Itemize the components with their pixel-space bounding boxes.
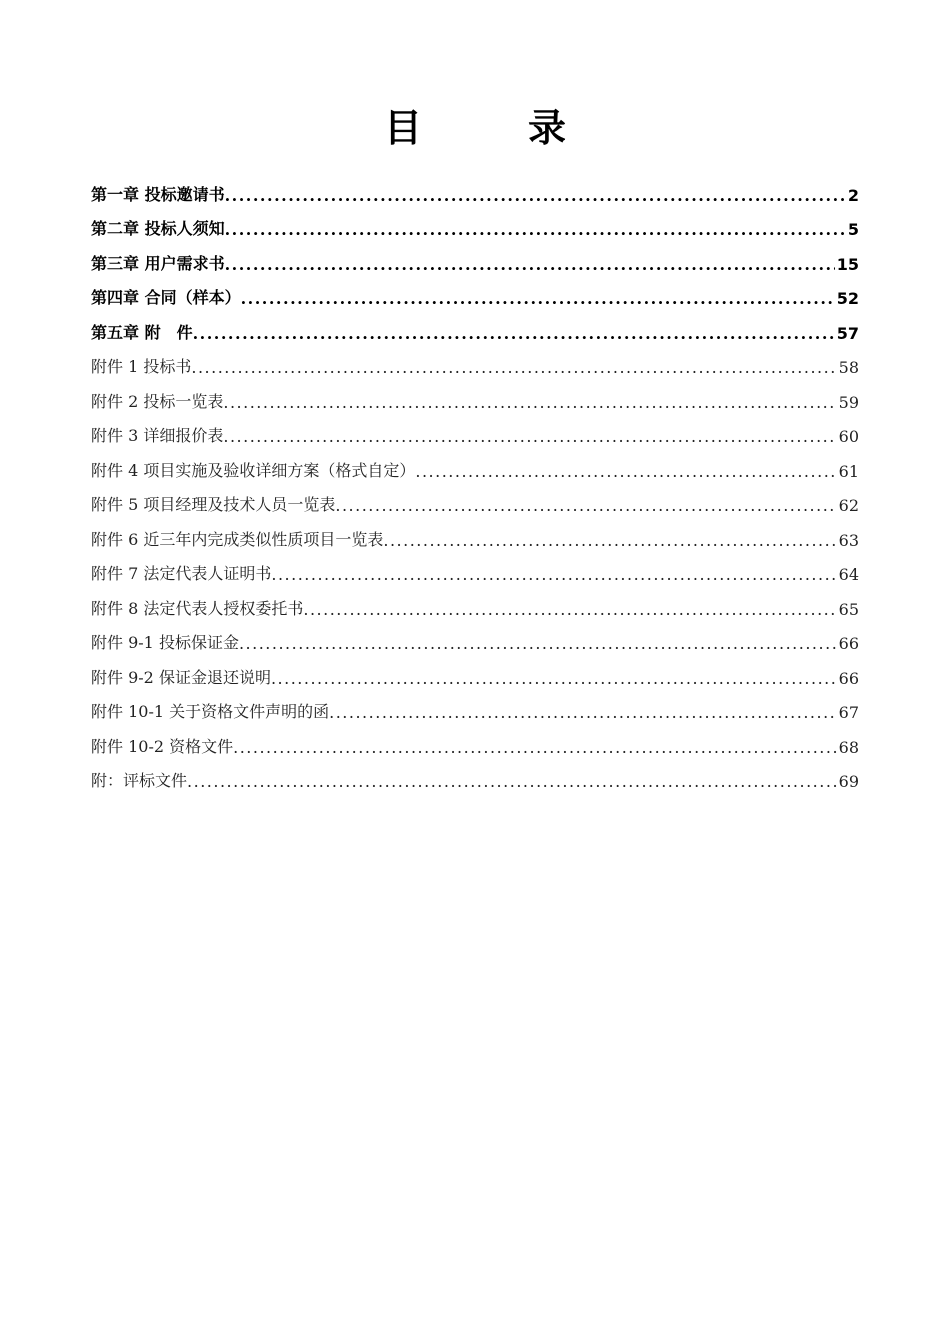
- toc-entry-attachment-4[interactable]: [91, 452, 859, 487]
- toc-dot-leader: [187, 772, 837, 797]
- toc-entry-evaluation-document[interactable]: [91, 763, 859, 798]
- toc-dot-leader: [241, 289, 835, 314]
- toc-entry-label: 附件 5 项目经理及技术人员一览表: [91, 495, 336, 514]
- toc-entry-attachment-1[interactable]: [91, 349, 859, 384]
- toc-dot-leader: [191, 358, 836, 383]
- toc-entry-label: 第五章 附 件: [91, 322, 193, 342]
- toc-entry-label: 附件 9-1 投标保证金: [91, 633, 239, 652]
- toc-entry-chapter-2[interactable]: [91, 211, 859, 246]
- toc-dot-leader: [303, 600, 836, 625]
- toc-entry-page-number: 15: [836, 254, 859, 274]
- toc-dot-leader: [239, 634, 837, 659]
- toc-entry-page-number: 66: [838, 634, 859, 653]
- table-of-contents: [91, 176, 859, 797]
- toc-dot-leader: [193, 324, 835, 349]
- toc-entry-page-number: 60: [838, 427, 859, 446]
- toc-entry-label: 附件 10-2 资格文件: [91, 736, 234, 756]
- toc-entry-chapter-4[interactable]: [91, 280, 859, 315]
- toc-entry-page-number: 68: [838, 737, 859, 757]
- toc-dot-leader: [225, 255, 835, 280]
- toc-entry-page-number: 66: [838, 668, 859, 688]
- toc-entry-page-number: 62: [838, 496, 859, 515]
- toc-entry-page-number: 63: [838, 530, 859, 550]
- toc-dot-leader: [271, 565, 836, 590]
- toc-dot-leader: [225, 186, 846, 211]
- toc-entry-label: 附件 1 投标书: [91, 357, 192, 376]
- toc-dot-leader: [223, 393, 836, 418]
- toc-entry-label: 附件 8 法定代表人授权委托书: [91, 598, 304, 618]
- toc-entry-attachment-7[interactable]: [91, 556, 859, 591]
- toc-dot-leader: [383, 531, 836, 556]
- toc-entry-label: 第二章 投标人须知: [91, 219, 225, 238]
- toc-entry-chapter-5[interactable]: [91, 314, 859, 349]
- toc-entry-label: 附件 10-1 关于资格文件声明的函: [91, 702, 330, 721]
- toc-dot-leader: [271, 669, 837, 694]
- toc-entry-attachment-6[interactable]: [91, 521, 859, 556]
- toc-entry-attachment-3[interactable]: [91, 418, 859, 453]
- toc-entry-chapter-1[interactable]: [91, 176, 859, 211]
- toc-entry-page-number: 5: [847, 220, 859, 239]
- toc-entry-chapter-3[interactable]: [91, 245, 859, 280]
- toc-entry-page-number: 61: [838, 461, 859, 481]
- toc-entry-attachment-9-2[interactable]: [91, 659, 859, 694]
- toc-entry-label: 附件 7 法定代表人证明书: [91, 564, 272, 583]
- toc-entry-label: 第一章 投标邀请书: [91, 184, 225, 204]
- toc-entry-label: 附件 2 投标一览表: [91, 391, 224, 411]
- toc-entry-attachment-10-1[interactable]: [91, 694, 859, 729]
- toc-entry-label: 第四章 合同（样本）: [91, 288, 241, 307]
- toc-entry-page-number: 69: [838, 772, 859, 791]
- toc-entry-label: 附：评标文件: [91, 771, 188, 790]
- toc-dot-leader: [329, 703, 837, 728]
- toc-entry-label: 附件 9-2 保证金退还说明: [91, 667, 271, 687]
- toc-entry-page-number: 52: [836, 289, 859, 308]
- toc-entry-label: 附件 4 项目实施及验收详细方案（格式自定）: [91, 460, 416, 480]
- toc-dot-leader: [223, 427, 836, 452]
- toc-dot-leader: [335, 496, 836, 521]
- toc-entry-label: 第三章 用户需求书: [91, 253, 225, 273]
- toc-entry-attachment-8[interactable]: [91, 590, 859, 625]
- toc-entry-attachment-2[interactable]: [91, 383, 859, 418]
- toc-entry-page-number: 58: [838, 358, 859, 377]
- toc-entry-page-number: 65: [838, 599, 859, 619]
- toc-entry-page-number: 67: [838, 703, 859, 722]
- toc-entry-attachment-10-2[interactable]: [91, 728, 859, 763]
- toc-entry-page-number: 2: [847, 185, 859, 205]
- toc-dot-leader: [415, 462, 836, 487]
- toc-entry-attachment-9-1[interactable]: [91, 625, 859, 660]
- toc-entry-label: 附件 3 详细报价表: [91, 426, 224, 445]
- toc-entry-page-number: 59: [838, 392, 859, 412]
- toc-dot-leader: [233, 738, 837, 763]
- page-title: 目 录: [383, 105, 600, 150]
- toc-dot-leader: [225, 220, 846, 245]
- toc-entry-page-number: 64: [838, 565, 859, 584]
- toc-entry-page-number: 57: [836, 323, 859, 343]
- toc-entry-label: 附件 6 近三年内完成类似性质项目一览表: [91, 529, 384, 549]
- toc-entry-attachment-5[interactable]: [91, 487, 859, 522]
